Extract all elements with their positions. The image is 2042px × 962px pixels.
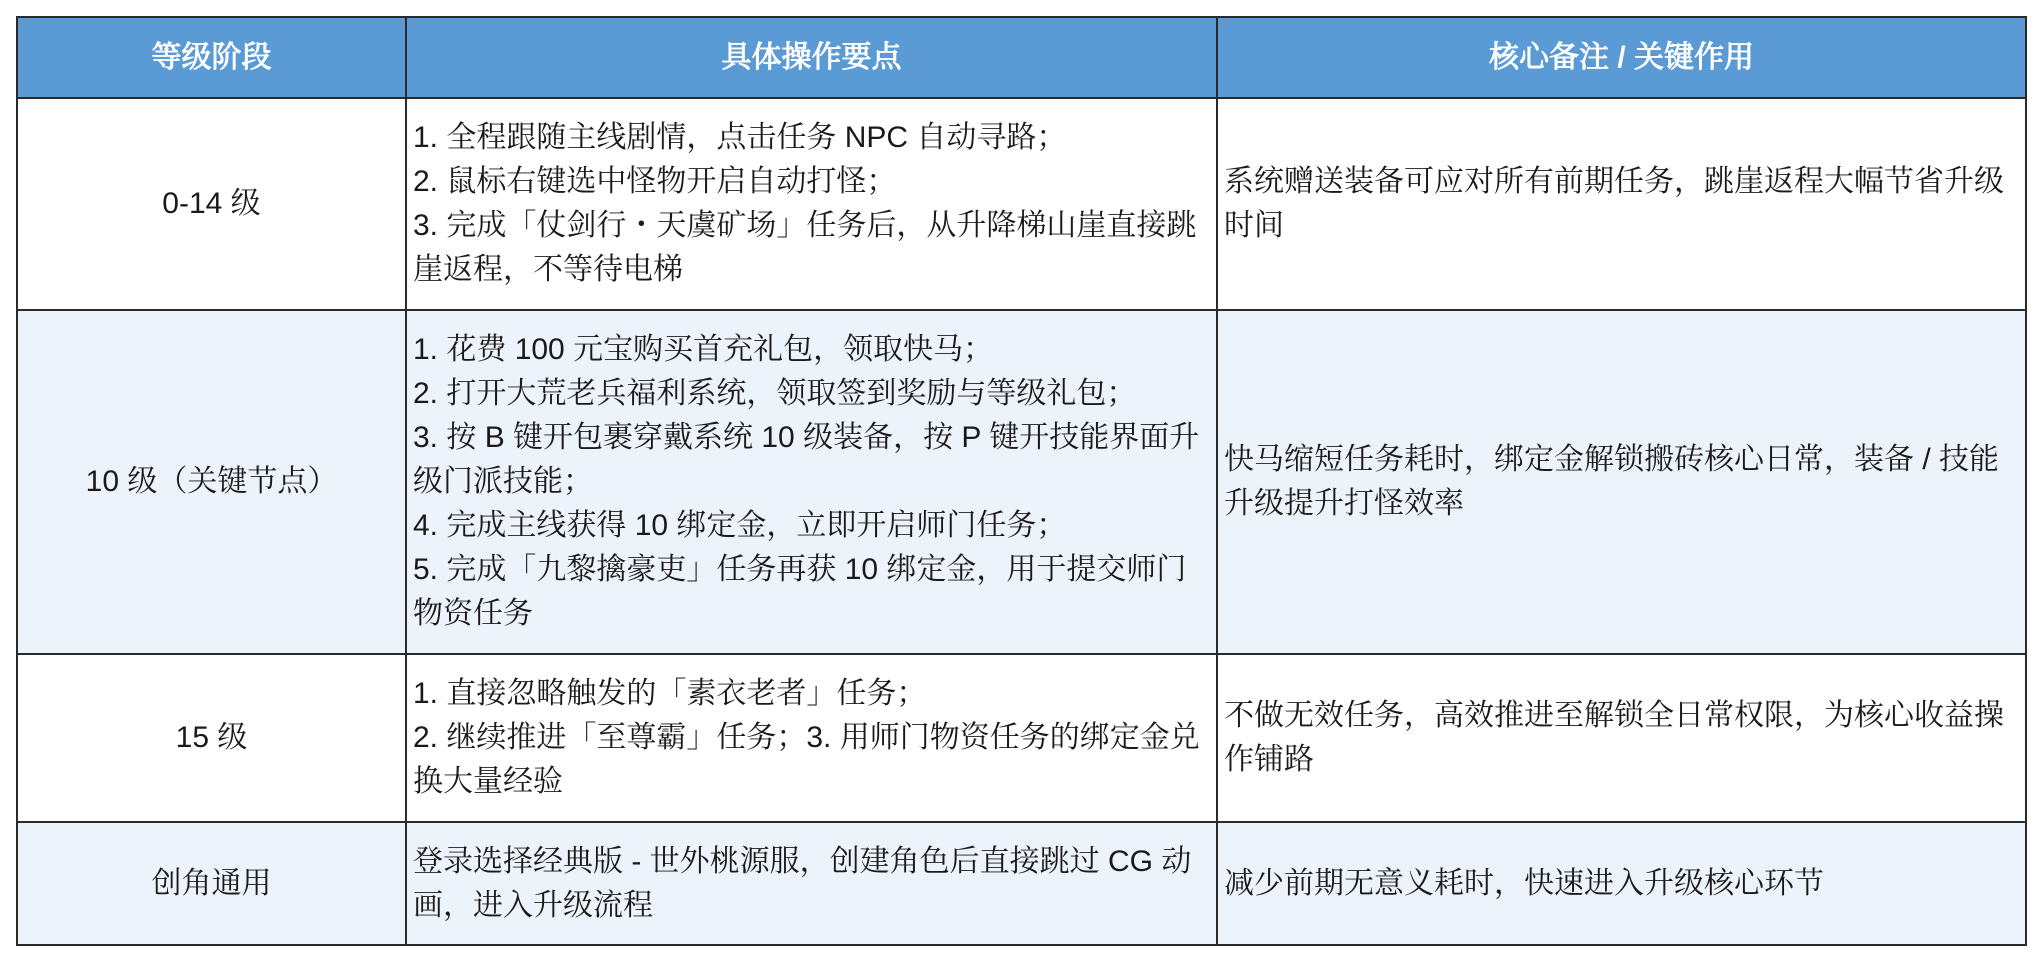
step-item: 1. 全程跟随主线剧情，点击任务 NPC 自动寻路； [413,121,1067,154]
stage-label: 创角通用 [151,866,272,900]
note-text: 系统赠送装备可应对所有前期任务，跳崖返程大幅节省升级时间 [1224,165,2004,242]
steps-list [413,672,1208,804]
note-cell [1218,655,2025,821]
step-item: 2. 打开大荒老兵福利系统，领取签到奖励与等级礼包； [413,377,1137,410]
step-item: 3. 完成「仗剑行・天虞矿场」任务后，从升降梯山崖直接跳崖返程，不等待电梯 [413,209,1197,286]
note-cell [1218,99,2025,309]
stage-label: 10 级（关键节点） [85,465,338,498]
stage-cell [18,99,405,309]
steps-list [413,328,1208,636]
note-text: 不做无效任务，高效推进至解锁全日常权限，为核心收益操作铺路 [1224,699,2004,776]
steps-list [413,840,1208,928]
step-item: 1. 花费 100 元宝购买首充礼包，领取快马； [413,333,994,366]
header-level-stage: 等级阶段 [18,18,405,97]
step-item: 4. 完成主线获得 10 绑定金，立即开启师门任务； [413,509,1067,542]
note-text: 减少前期无意义耗时，快速进入升级核心环节 [1224,866,1824,900]
steps-cell [407,655,1216,821]
steps-cell [407,99,1216,309]
note-cell [1218,311,2025,653]
stage-cell [18,823,405,944]
step-item: 登录选择经典版 - 世外桃源服，创建角色后直接跳过 CG 动画，进入升级流程 [413,844,1192,922]
leveling-guide-table [16,16,2027,946]
header-operation-points: 具体操作要点 [407,18,1216,97]
header-core-notes: 核心备注 / 关键作用 [1218,18,2025,97]
step-item: 3. 按 B 键开包裹穿戴系统 10 级装备，按 P 键开技能界面升级门派技能； [413,421,1200,498]
note-text: 快马缩短任务耗时，绑定金解锁搬砖核心日常，装备 / 技能升级提升打怪效率 [1224,443,2000,520]
steps-list [413,116,1208,292]
stage-cell [18,655,405,821]
steps-cell [407,823,1216,944]
note-cell [1218,823,2025,944]
stage-label: 15 级 [175,721,248,754]
step-item: 1. 直接忽略触发的「素衣老者」任务； [413,677,927,710]
stage-label: 0-14 级 [162,187,261,220]
step-item: 5. 完成「九黎擒豪吏」任务再获 10 绑定金，用于提交师门物资任务 [413,553,1187,630]
steps-cell [407,311,1216,653]
stage-cell [18,311,405,653]
step-item: 2. 继续推进「至尊霸」任务；3. 用师门物资任务的绑定金兑换大量经验 [413,721,1200,798]
step-item: 2. 鼠标右键选中怪物开启自动打怪； [413,165,897,198]
